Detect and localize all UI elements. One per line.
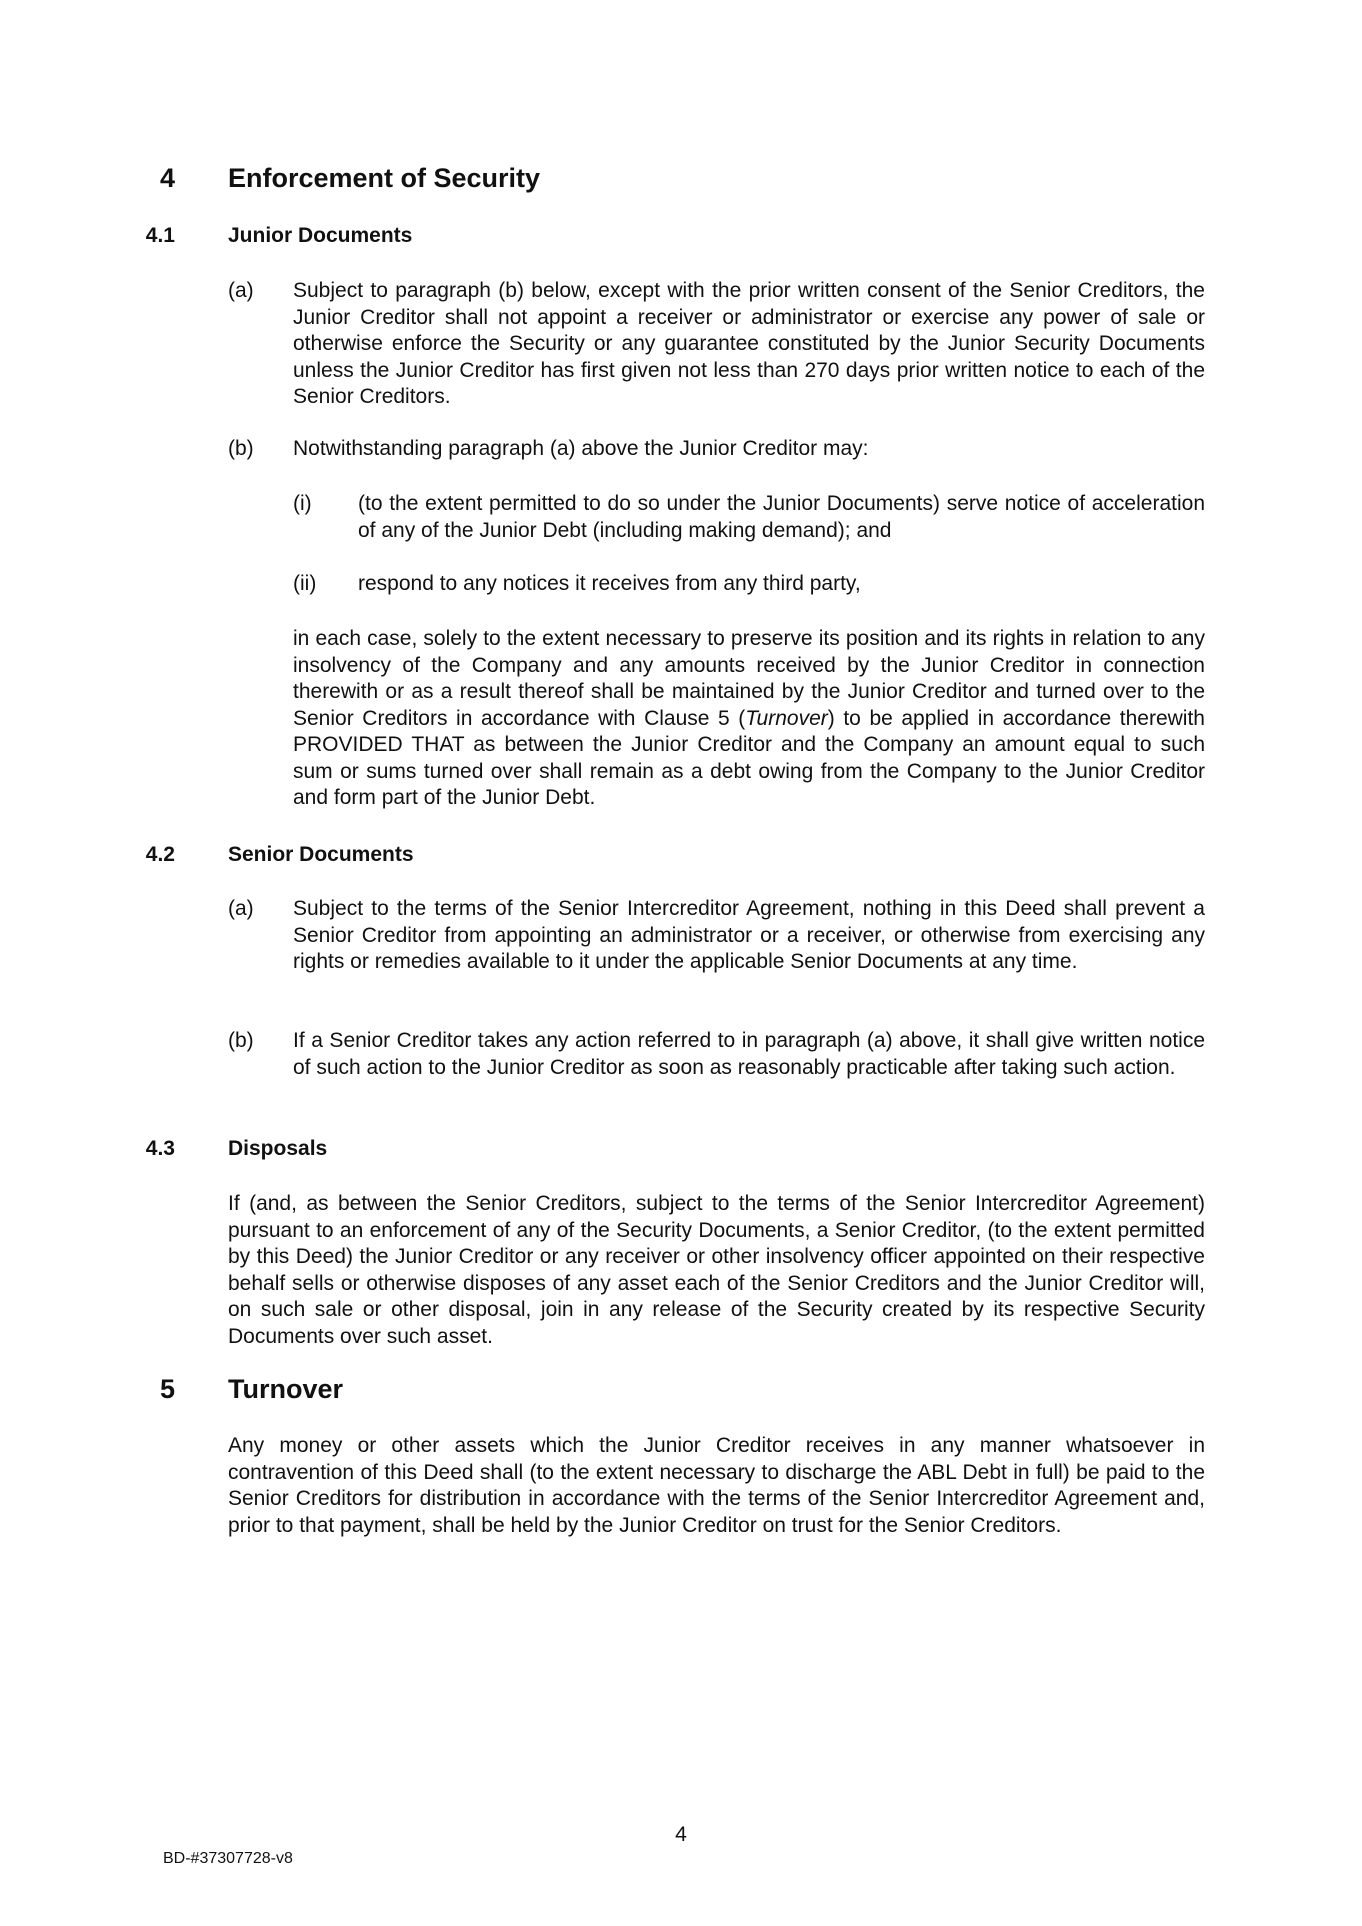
- clause-4-1-number: 4.1: [145, 224, 175, 247]
- clause-4-1-b-text: Notwithstanding paragraph (a) above the Junior Creditor may:: [293, 437, 869, 460]
- clause-4-1-a-label: (a): [228, 279, 254, 302]
- section-4-number: 4: [159, 163, 175, 193]
- clause-4-2-a-label: (a): [228, 897, 254, 920]
- clause-4-2-number: 4.2: [145, 843, 175, 866]
- clause-4-1-b-ii-text: respond to any notices it receives from any third party,: [358, 572, 861, 595]
- clause-4-1-a-text: Subject to paragraph (b) below, except with the prior written consent of the Senior Creditors, the Junior Creditor shall not appoint a receiver or administrator or exercise any power of sale or otherwise enforce the Security or any guarantee constituted by the Junior Security Documents unless the Junior Creditor has first given not less than 270 days prior written notice to each of the Senior Creditors.: [293, 279, 1205, 408]
- clause-4-1-b-i-label: (i): [293, 492, 312, 515]
- clause-4-1-b-label: (b): [228, 437, 254, 460]
- clause-4-1-b-i-text: (to the extent permitted to do so under the Junior Documents) serve notice of acceleration of any of the Junior Debt (including making demand); and: [358, 492, 1205, 542]
- clause-4-3-text: If (and, as between the Senior Creditors, subject to the terms of the Senior Intercreditor Agreement) pursuant to an enforcement of any of the Security Documents, a Senior Creditor, (to the extent permitted by this Deed) the Junior Creditor or any receiver or other insolvency officer appointed on their respective behalf sells or otherwise disposes of any asset each of the Senior Creditors and the Junior Creditor will, on such sale or other disposal, join in any release of the Security created by its respective Security Documents over such asset.: [228, 1192, 1205, 1348]
- section-4-title: Enforcement of Security: [228, 163, 541, 193]
- clause-4-3-title: Disposals: [228, 1137, 328, 1160]
- clause-4-3-number: 4.3: [145, 1137, 175, 1160]
- section-5-text: Any money or other assets which the Junior Creditor receives in any manner whatsoever in contravention of this Deed shall (to the extent necessary to discharge the ABL Debt in full) be paid to the Senior Creditors for distribution in accordance with the terms of the Senior Intercreditor Agreement and, prior to that payment, shall be held by the Junior Creditor on trust for the Senior Creditors.: [228, 1434, 1205, 1537]
- clause-4-2-a-text: Subject to the terms of the Senior Intercreditor Agreement, nothing in this Deed shall prevent a Senior Creditor from appointing an administrator or a receiver, or otherwise from exercising any rights or remedies available to it under the applicable Senior Documents at any time.: [293, 897, 1205, 973]
- clause-4-1-b-tail-text: [293, 626, 1205, 812]
- clause-4-2-title: Senior Documents: [228, 843, 414, 866]
- turnover-reference: Turnover: [745, 706, 828, 730]
- clause-4-2-b-label: (b): [228, 1029, 254, 1052]
- section-5-number: 5: [159, 1374, 175, 1404]
- clause-4-1-b-ii-label: (ii): [293, 572, 317, 595]
- clause-4-1-title: Junior Documents: [228, 224, 413, 247]
- tail-text-before: in each case, solely to the extent necessary to preserve its position and its rights in relation to any insolvency of the Company and any amounts received by the Junior Creditor in connection therewith or as a result thereof shall be maintained by the Junior Creditor and turned over to the Senior Creditors in accordance with Clause 5 (: [293, 627, 1205, 730]
- section-5-title: Turnover: [228, 1374, 344, 1404]
- tail-text-after: ) to be applied in accordance therewith PROVIDED THAT as between the Junior Creditor and the Company an amount equal to such sum or sums turned over shall remain as a debt owing from the Company to the Junior Creditor and form part of the Junior Debt.: [293, 706, 1205, 809]
- page-number: 4: [675, 1823, 687, 1846]
- document-reference: BD-#37307728-v8: [163, 1850, 293, 1867]
- clause-4-2-b-text: If a Senior Creditor takes any action referred to in paragraph (a) above, it shall give written notice of such action to the Junior Creditor as soon as reasonably practicable after taking such action.: [293, 1029, 1205, 1079]
